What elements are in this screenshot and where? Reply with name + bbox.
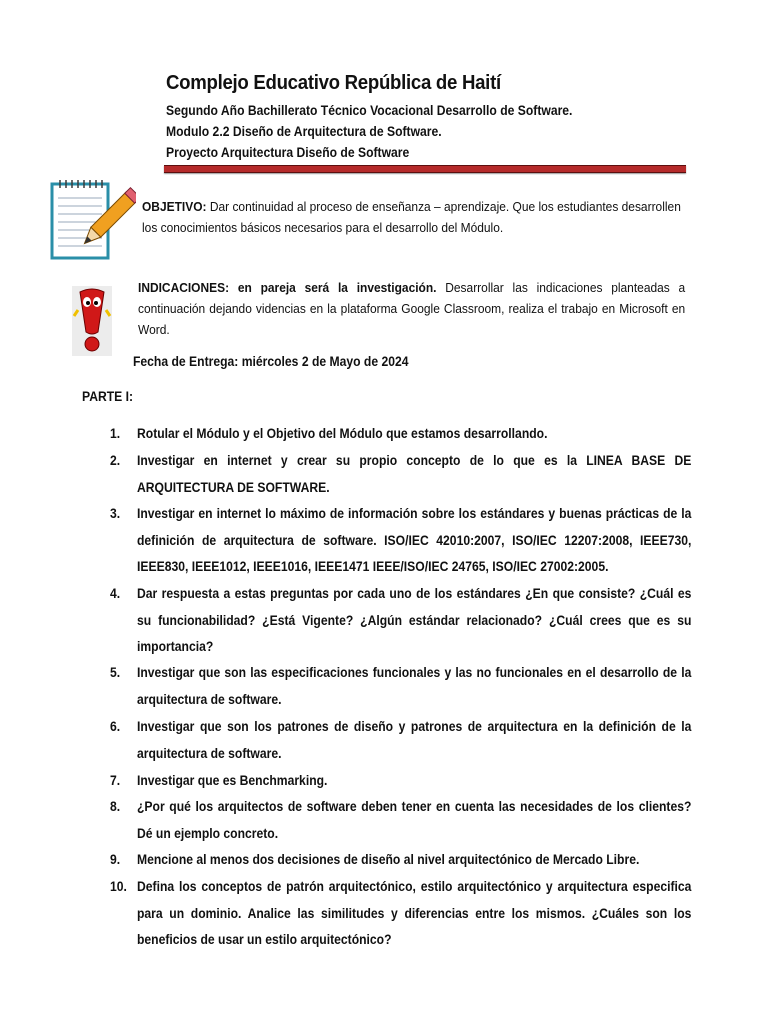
list-item-number: 8. (110, 799, 121, 814)
list-item-number: 10. (110, 879, 127, 894)
list-item-text: Investigar en internet lo máximo de información sobre los estándares y buenas prácticas de la definición de arquitectura de software. ISO/IEC 42010:2007, ISO/IEC 12207:2008, IEEE730, IEEE830, IEEE1012, IEEE1016, IEEE1471 IEEE/ISO/IEC 24765, ISO/IEC 27002:2005. (137, 506, 692, 574)
course-line: Segundo Año Bachillerato Técnico Vocacional Desarrollo de Software. (166, 103, 573, 118)
page-title: Complejo Educativo República de Haití (166, 72, 501, 94)
module-line: Modulo 2.2 Diseño de Arquitectura de Software. (166, 124, 442, 139)
list-item-text: Mencione al menos dos decisiones de diseño al nivel arquitectónico de Mercado Libre. (137, 852, 640, 867)
list-item-number: 2. (110, 453, 121, 468)
list-item-text: Dar respuesta a estas preguntas por cada uno de los estándares ¿En que consiste? ¿Cuál es su funcionabilidad? ¿Está Vigente? ¿Algún estándar relacionado? ¿Cuál crees que es su importancia? (137, 586, 692, 654)
notepad-pencil-icon (50, 178, 136, 262)
list-item-number: 9. (110, 852, 121, 867)
list-item-number: 7. (110, 773, 121, 788)
objetivo-text: Dar continuidad al proceso de enseñanza – aprendizaje. Que los estudiantes desarrollen los conocimientos básicos necesarios para el desarrollo del Módulo. (142, 199, 681, 235)
list-item-text: ¿Por qué los arquitectos de software deben tener en cuenta las necesidades de los clientes? Dé un ejemplo concreto. (137, 799, 692, 841)
objetivo-label: OBJETIVO: (142, 199, 207, 214)
list-item-number: 1. (110, 426, 121, 441)
header-divider (164, 165, 686, 173)
section-heading: PARTE I: (82, 389, 134, 404)
list-item-text: Rotular el Módulo y el Objetivo del Módulo que estamos desarrollando. (137, 426, 548, 441)
list-item-text: Investigar que son las especificaciones funcionales y las no funcionales en el desarrollo de la arquitectura de software. (137, 665, 692, 707)
indicaciones-label: INDICACIONES: en pareja será la investigación. (138, 280, 437, 295)
objetivo-paragraph (142, 196, 682, 238)
list-item-number: 5. (110, 665, 121, 680)
list-item-number: 3. (110, 506, 121, 521)
list-item-text: Investigar que es Benchmarking. (137, 773, 328, 788)
list-item-text: Investigar en internet y crear su propio concepto de lo que es la LINEA BASE DE ARQUITECTURA DE SOFTWARE. (137, 453, 692, 495)
list-item-text: Defina los conceptos de patrón arquitectónico, estilo arquitectónico y arquitectura especifica para un dominio. Analice las similitudes y diferencias entre los mismos. ¿Cuáles son los beneficios de usar un estilo arquitectónico? (137, 879, 692, 947)
list-item-number: 4. (110, 586, 121, 601)
indicaciones-paragraph (138, 277, 685, 340)
due-date: Fecha de Entrega: miércoles 2 de Mayo de 2024 (133, 354, 409, 369)
list-item-text: Investigar que son los patrones de diseño y patrones de arquitectura en la definición de la arquitectura de software. (137, 719, 692, 761)
indicaciones-text: Desarrollar las indicaciones planteadas a continuación dejando videncias en la plataforma Google Classroom, realiza el trabajo en Microsoft en Word. (138, 280, 686, 337)
project-line: Proyecto Arquitectura Diseño de Software (166, 145, 410, 160)
list-item-number: 6. (110, 719, 121, 734)
exclamation-icon (72, 286, 112, 356)
